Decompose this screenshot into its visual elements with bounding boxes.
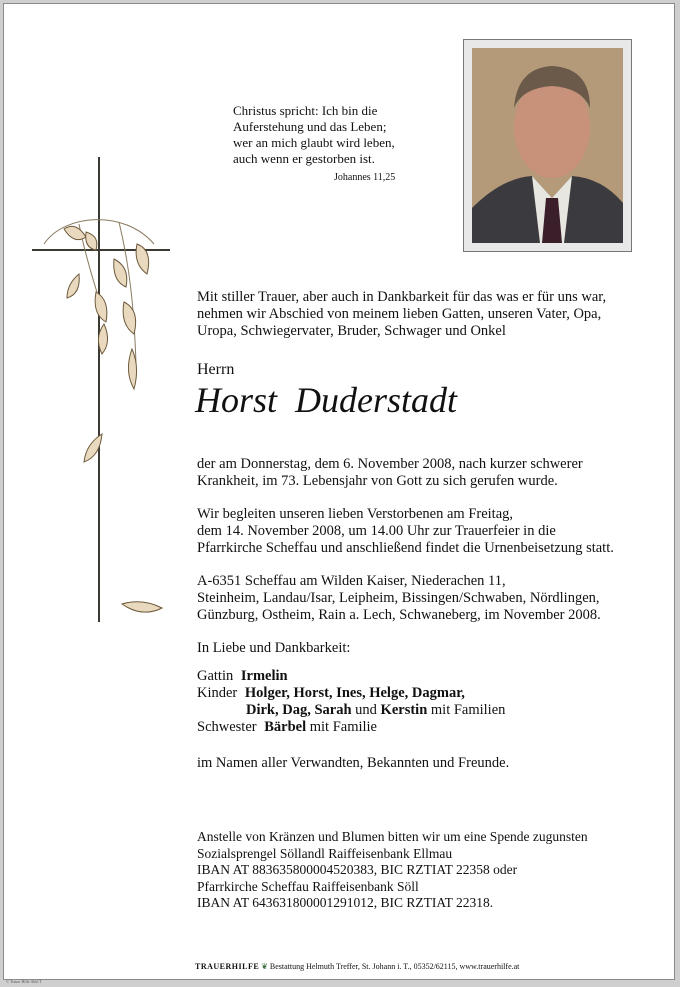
address-line: A-6351 Scheffau am Wilden Kaiser, Niederachen 11, xyxy=(197,573,506,589)
donation-line: Sozialsprengel Söllandl Raiffeisenbank Ellmau xyxy=(197,845,453,861)
spouse-label: Gattin xyxy=(197,668,234,684)
sister-label: Schwester xyxy=(197,719,257,735)
intro-line: nehmen wir Abschied von meinem lieben Gatten, unseren Vater, Opa, xyxy=(197,306,602,322)
verse-line: Auferstehung und das Leben; xyxy=(233,119,387,134)
relatives-line: im Namen aller Verwandten, Bekannten und Freunde. xyxy=(197,755,510,771)
donation-block xyxy=(197,829,657,912)
verse-reference: Johannes 11,25 xyxy=(334,172,396,183)
family-spouse-row xyxy=(197,668,657,685)
sister-suffix: mit Familie xyxy=(309,719,377,735)
leaf-logo-icon: ❦ xyxy=(261,962,268,971)
intro-line: Mit stiller Trauer, aber auch in Dankbarkeit für das was er für uns war, xyxy=(197,289,607,305)
verse-line: Christus spricht: Ich bin die xyxy=(233,103,378,118)
family-list xyxy=(197,668,657,736)
salutation: Herrn xyxy=(197,361,235,378)
verse-line: auch wenn er gestorben ist. xyxy=(233,151,375,166)
death-notice-line: der am Donnerstag, dem 6. November 2008, nach kurzer schwerer xyxy=(197,456,583,472)
obituary-page xyxy=(3,3,675,980)
address-line: Steinheim, Landau/Isar, Leipheim, Bissingen/Schwaben, Nördlingen, xyxy=(197,590,600,606)
verse-line: wer an mich glaubt wird leben, xyxy=(233,135,395,150)
address-line: Günzburg, Ostheim, Rain a. Lech, Schwaneberg, im November 2008. xyxy=(197,607,601,623)
children-last-name: Kerstin xyxy=(380,702,428,718)
footer-contact: Bestattung Helmuth Treffer, St. Johann i. T., 05352/62115, www.trauerhilfe.at xyxy=(269,962,520,971)
funeral-line: Pfarrkirche Scheffau und anschließend findet die Urnenbeisetzung statt. xyxy=(197,540,614,556)
donation-line: IBAN AT 643631800001291012, BIC RZTIAT 22318. xyxy=(197,895,494,910)
intro-line: Uropa, Schwiegervater, Bruder, Schwager und Onkel xyxy=(197,323,506,339)
children-names-1: Holger, Horst, Ines, Helge, Dagmar, xyxy=(244,685,465,701)
funeral-line: Wir begleiten unseren lieben Verstorbenen am Freitag, xyxy=(197,506,514,522)
donation-line: Anstelle von Kränzen und Blumen bitten wir um eine Spende zugunsten xyxy=(197,829,588,844)
family-sister-row xyxy=(197,719,657,736)
spouse-name: Irmelin xyxy=(240,668,288,684)
sister-name: Bärbel xyxy=(264,719,307,735)
death-notice xyxy=(197,456,657,490)
children-label: Kinder xyxy=(197,685,238,701)
family-children-row xyxy=(197,685,657,702)
footer xyxy=(195,962,519,971)
deceased-name: Horst Duderstadt xyxy=(195,380,458,420)
family-children-row-2 xyxy=(197,702,657,719)
address-block xyxy=(197,573,657,624)
donation-line: Pfarrkirche Scheffau Raiffeisenbank Söll xyxy=(197,878,419,894)
children-names-2: Dirk, Dag, Sarah xyxy=(246,702,352,718)
donation-line: IBAN AT 883635800004520383, BIC RZTIAT 22358 oder xyxy=(197,862,518,877)
intro-paragraph xyxy=(197,289,657,340)
portrait-photo xyxy=(472,48,623,243)
death-notice-line: Krankheit, im 73. Lebensjahr von Gott zu sich gerufen wurde. xyxy=(197,473,558,489)
closing-line: In Liebe und Dankbarkeit: xyxy=(197,640,351,656)
funeral-details xyxy=(197,506,657,557)
children-and: und xyxy=(355,702,377,718)
footer-brand: TRAUERHILFE xyxy=(195,962,260,971)
children-suffix: mit Familien xyxy=(430,702,506,718)
bible-verse xyxy=(233,103,433,167)
funeral-line: dem 14. November 2008, um 14.00 Uhr zur Trauerfeier in die xyxy=(197,523,556,539)
portrait-frame xyxy=(463,39,632,252)
corner-note: © Trauer Hilfe Ablö T xyxy=(6,979,42,984)
leaves-branch-illustration xyxy=(24,204,174,624)
